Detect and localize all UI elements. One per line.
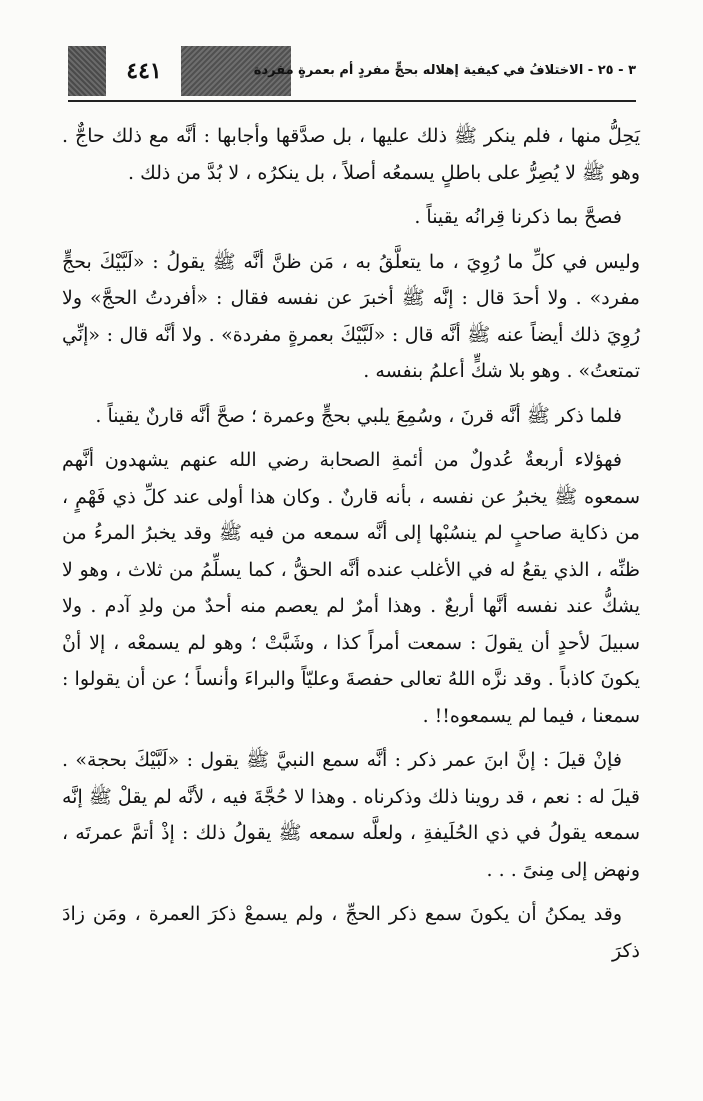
- page-header: [68, 46, 636, 96]
- header-shaded-block-left: [68, 46, 106, 96]
- paragraph-2: فصحَّ بما ذكرنا قِرانُه يقيناً .: [414, 206, 622, 228]
- paragraph-3: وليس في كلِّ ما رُوِيَ ، ما يتعلَّقُ به ، مَن ظنَّ أنَّه ﷺ يقولُ : «لَبَّيْكَ بحجٍّ مفرد» . ولا أحدَ قال : إنَّه ﷺ أخبرَ عن نفسه فقال : «أفردتُ الحجَّ» ولا رُوِيَ ذلك أيضاً عنه ﷺ أنَّه قال : «لَبَّيْكَ بعمرةٍ مفردة» . ولا أنَّه قال : «إنِّي تمتعتُ» . وهو بلا شكٍّ أعلمُ بنفسه .: [62, 250, 640, 382]
- header-divider: [68, 100, 636, 102]
- paragraph-4: فلما ذكر ﷺ أنَّه قرنَ ، وسُمِعَ يلبي بحجٍّ وعمرة ؛ صحَّ أنَّه قارنٌ يقيناً .: [95, 404, 622, 427]
- page-number: ٤٤١: [126, 58, 162, 84]
- paragraph-7: وقد يمكنُ أن يكونَ سمع ذكر الحجِّ ، ولم يسمعْ ذكرَ العمرة ، ومَن زادَ ذكرَ: [62, 903, 640, 962]
- chapter-title: ٣ - ٢٥ - الاختلافُ في كيفية إهلاله بحجٍّ مفردٍ أم بعمرةٍ مفردة: [253, 63, 636, 78]
- paragraph-6: فإنْ قيلَ : إنَّ ابنَ عمر ذكر : أنَّه سمع النبيَّ ﷺ يقول : «لَبَّيْكَ بحجة» . قيلَ له : نعم ، قد روينا ذلك وذكرناه . وهذا لا حُجَّةَ فيه ، لأنَّه لم يقلْ ﷺ إنَّه سمعه يقولُ في ذي الحُلَيفةِ ، ولعلَّه سمعه ﷺ يقولُ ذلك : إذْ أتمَّ عمرتَه ، ونهض إلى مِنىً . . .: [62, 749, 640, 881]
- main-text: [62, 118, 640, 969]
- paragraph-5: فهؤلاء أربعةٌ عُدولٌ من أئمةِ الصحابة رضي الله عنهم يشهدون أنَّهم سمعوه ﷺ يخبرُ عن نفسه ، بأنه قارنٌ . وكان هذا أولى عند كلِّ ذي فَهْمٍ ، من ذكاية صاحبٍ لم ينسُبْها إلى أنَّه سمعه من فيه ﷺ وقد يخبرُ المرءُ من ظنِّه ، الذي يقعُ له في الأغلب عنده أنَّه الحقُّ ، كما يسلِّمُ من ثلاث ، وهو لا يشكُّ عند نفسه أنَّها أربعٌ . وهذا أمرٌ لم يعصم منه أحدٌ من ولدِ آدم . ولا سبيلَ لأحدٍ أن يقولَ : سمعت أمراً كذا ، وشَبَّتْ ؛ وهو لم يسمعْه ، إلا أنْ يكونَ كاذباً . وقد نزَّه اللهُ تعالى حفصةَ وعليّاً والبراءَ وأنساً ؛ عن أن يقولوا : سمعنا ، فيما لم يسمعوه!! .: [62, 449, 640, 727]
- paragraph-1: يَحِلُّ منها ، فلم ينكر ﷺ ذلك عليها ، بل صدَّقها وأجابها : أنَّه مع ذلك حاجٌّ . وهو ﷺ لا يُصِرُّ على باطلٍ يسمعُه أصلاً ، بل ينكرُه ، لا بُدَّ من ذلك .: [62, 125, 640, 184]
